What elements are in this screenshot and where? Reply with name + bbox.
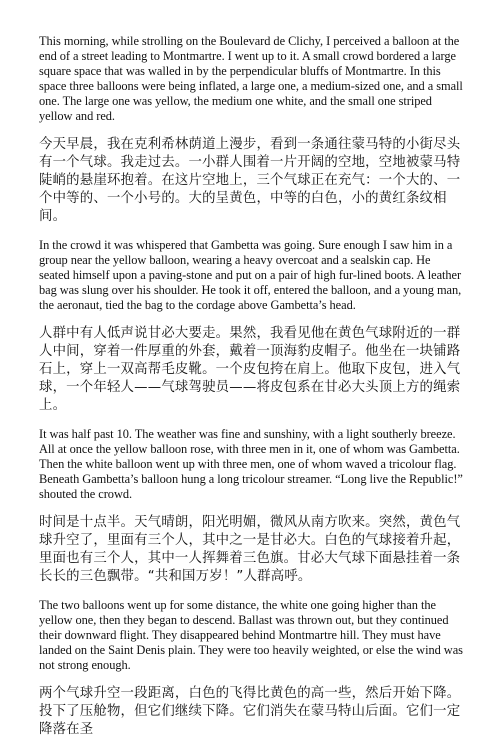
paragraph-english-1: This morning, while strolling on the Boulevard de Clichy, I perceived a balloon at the end of a street leading to Montmartre. I went up to it. A small crowd bordered a large square space that was walled in by the perpendicular bluffs of Montmartre. In this space three balloons were being inflated, a large one, a medium-sized one, and a small one. The large one was yellow, the medium one white, and the small one striped yellow and red. [39, 34, 463, 123]
paragraph-chinese-2: 人群中有人低声说甘必大要走。果然，我看见他在黄色气球附近的一群人中间，穿着一件厚重的外套，戴着一顶海豹皮帽子。他坐在一块铺路石上，穿上一双高帮毛皮靴。一个皮包挎在肩上。他取下皮包，进入气球，一个年轻人——气球驾驶员——将皮包系在甘必大头顶上方的绳索上。 [39, 326, 461, 413]
paragraph-english-2: In the crowd it was whispered that Gambetta was going. Sure enough I saw him in a group near the yellow balloon, wearing a heavy overcoat and a sealskin cap. He seated himself upon a paving-stone and put on a pair of high fur-lined boots. A leather bag was slung over his shoulder. He took it off, entered the balloon, and a young man, the aeronaut, tied the bag to the cordage above Gambetta’s head. [39, 238, 462, 312]
paragraph-chinese-3: 时间是十点半。天气晴朗，阳光明媚，微风从南方吹来。突然，黄色气球升空了，里面有三个人，其中之一是甘必大。白色的气球接着升起，里面也有三个人，其中一人挥舞着三色旗。甘必大气球下面悬挂着一条长长的三色飘带。“共和国万岁！”人群高呼。 [39, 515, 461, 584]
paragraph-english-3: It was half past 10. The weather was fine and sunshiny, with a light southerly breeze. All at once the yellow balloon rose, with three men in it, one of whom was Gambetta. Then the white balloon went up with three men, one of whom waved a tricolour flag. Beneath Gambetta’s balloon hung a long tricolour streamer. “Long live the Republic!” shouted the crowd. [39, 427, 463, 501]
paragraph-chinese-1: 今天早晨，我在克利希林荫道上漫步，看到一条通往蒙马特的小街尽头有一个气球。我走过去。一小群人围着一片开阔的空地，空地被蒙马特陡峭的悬崖环抱着。在这片空地上，三个气球正在充气：一个大的、一个中等的、一个小号的。大的呈黄色，中等的白色，小的黄红条纹相间。 [39, 137, 461, 224]
paragraph-english-4: The two balloons went up for some distance, the white one going higher than the yellow one, then they began to descend. Ballast was thrown out, but they continued their downward flight. They disappeared behind Montmartre hill. They must have landed on the Saint Denis plain. They were too heavily weighted, or else the wind was not strong enough. [39, 598, 463, 672]
document-page [39, 34, 463, 751]
paragraph-chinese-4: 两个气球升空一段距离，白色的飞得比黄色的高一些，然后开始下降。投下了压舱物，但它们继续下降。它们消失在蒙马特山后面。它们一定降落在圣 [39, 686, 461, 737]
